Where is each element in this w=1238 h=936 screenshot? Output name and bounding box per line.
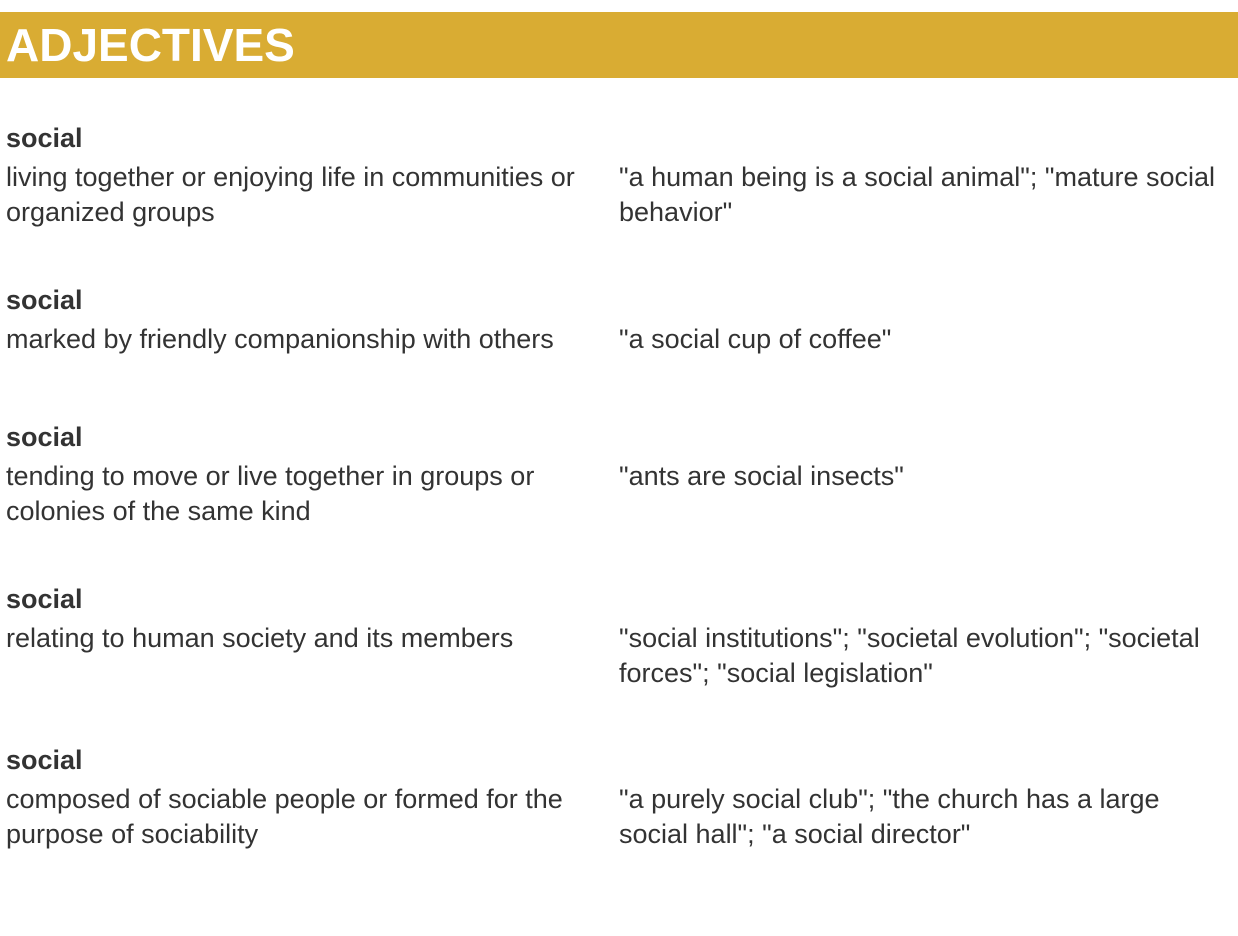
entry-definition: relating to human society and its members [6,623,514,653]
section-header-banner [0,12,1238,78]
section-title: ADJECTIVES [6,19,295,71]
entry-word: social [6,584,83,614]
entry-word: social [6,422,83,452]
entry-definition: living together or enjoying life in communities or organized groups [6,162,575,227]
entry-example: "a human being is a social animal"; "mature social behavior" [619,162,1216,227]
entry-definition: tending to move or live together in groups or colonies of the same kind [6,461,535,526]
entry-example: "a purely social club"; "the church has a large social hall"; "a social director" [619,784,1160,849]
entry-definition: marked by friendly companionship with others [6,324,554,354]
entry-example: "a social cup of coffee" [619,324,892,354]
entry-word: social [6,745,83,775]
entry-example: "social institutions"; "societal evolution"; "societal forces"; "social legislation" [619,623,1200,688]
entry-word: social [6,123,83,153]
entry-word: social [6,285,83,315]
entry-definition: composed of sociable people or formed for the purpose of sociability [6,784,563,849]
entry-example: "ants are social insects" [619,461,904,491]
